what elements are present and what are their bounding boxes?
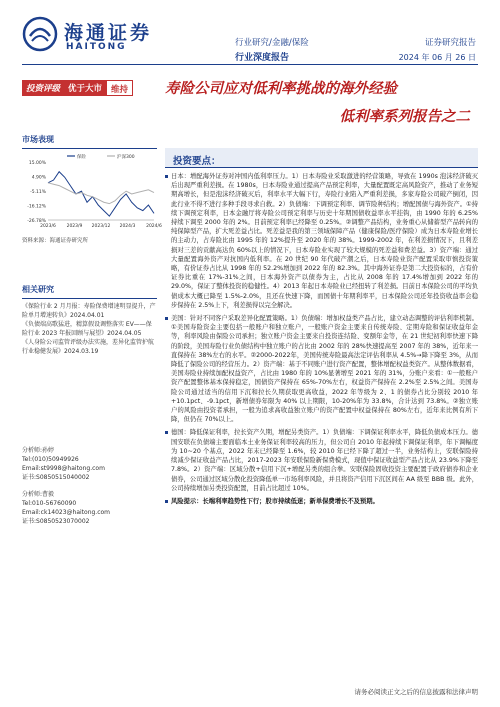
- chart-source: 资料来源：海通证券研究所: [22, 238, 89, 244]
- y-tick-label: -5.11%: [30, 190, 46, 195]
- key-points-header: [165, 148, 478, 168]
- related-research-heading: 相关研究: [22, 285, 54, 294]
- y-tick-label: -26.78%: [27, 219, 46, 224]
- rating-action: 维持: [106, 80, 133, 96]
- analyst-email[interactable]: Email:ck14023@haitong.com: [22, 509, 111, 516]
- haitong-logo: [22, 16, 172, 54]
- series-label: 证券研究报告: [424, 38, 476, 48]
- market-chart: [22, 152, 162, 232]
- report-type: 行业深度报告: [235, 53, 290, 63]
- report-category: 行业研究/金融/保险: [235, 38, 309, 48]
- sidebar-divider: [22, 298, 157, 299]
- series-line-1: [48, 183, 154, 204]
- report-header: [0, 0, 500, 62]
- analyst-info: [22, 446, 157, 526]
- report-subtitle: 低利率系列报告之二: [339, 108, 470, 125]
- disclaimer-footer: 请务必阅读正文之后的信息披露和法律声明: [354, 688, 478, 696]
- key-point-usa: 美国：针对不同客户采取差异化配置策略。1）负债端：增加权益类产品占比，建立动态调整的评估利率机制。①美国寿险资金主要包括一般账户和独立账户，一般账户资金主要来自传统寿险、定期寿险和保证收益年金等，利率风险由保险公司承担；独立账户资金主要来自投资连结险、变额年金等，在 21 世纪初利率快速下降的阶段，美国寿险行业负债结构中独立账户的占比由 2002 年的 28%快速提高至 2007 年的 38%，近年来一直保持在 38%左右的水平。②2000-2022年，美国传统寿险最高法定评估利率从 4.5%→降下降至 3%，从而降低了保险公司的经营压力。2）资产端：基于不同账户进行资产配置，整体增配权益类资产。从整体数据看，美国寿险业持续加配权益资产，占比由 1980 年的 10%显著增至 2021 年的 31%，分账户来看：①一般账户资产配置整体基本保持稳定，国债资产保持在 65%-70%左右，权益资产保持在 2.2%至 2.5%之间。美国寿险公司通过适当的信用下沉和拉长久期获取更高收益，2022 年等级为 2、1 的债券占比分别较 2010 年+10.1pct、-9.1pct，新增债券年限为 40% 以上期限，10-20%年为 33.8%，合计达到 73.8%。②独立账户的风险由投资者承担，一般为追求高收益独立账户的资产配置中权益保持在 80%左右，近年来比例有所下降，但仍在 70%以上。: [165, 314, 478, 424]
- analyst-line: 分析师:曹毅: [22, 491, 55, 498]
- key-point-japan: 日本：增配海外证券对冲国内低利率压力。1）日本寿险业采取激进的经营策略，导致在 1990s 泡沫经济破灭后出现严重利差损。在 1980s，日本寿险业通过提高产品预定利率，大量配置既定高风险资产，推动了业务短期高增长，但是泡沫经济破灭后，利率水平大幅下行，寿险行业陷入严重利差损，多家寿险公司破产倒闭，因此行业不得不进行多种手段寻求自救。2）负债端：下调预定利率、调节险种结构；增配国债与海外资产。①持续下调预定利率，日本金融厅将寿险公司预定利率与历史十年期国债收益率水平挂钩，由 1990 年的 6.25% 持续下调至 2000 年的 2%。目前预定利率已经降至 0.25%。②调整产品结构，业务重心从储蓄型产品转向的纯保障型产品，扩大死差益占比。死差益是我的第三领域保障产品（健康保险/医疗保险）成为日本寿险业增长的主动力，占寿险比由 1995 年的 12%提升至 2020 年的 38%。1999-2002 年，在利差损情况下，且利差损对三差的贡献高达负 60%以上的情况下，日本寿险业实现了较大规模的死差益和费差益。3）资产端：通过大量配置海外资产对抗国内低利率。在 20 世纪 90 年代破产潮之后，日本寿险业资产配置采取审慎投资策略，有价证券占比从 1998 年的 52.2%增加到 2022 年的 82.3%。其中海外证券是第二大投资标的，占有价证券比重在 17%-31%之间，日本海外资产以债券为主，占比从 2008 年的 17.4%增加到 2022 年的 29.0%，保证了整体投资的稳健性。4）2013 年起日本寿险业已经扭转了利差损。目前日本保险公司的平均负债成本大概已降至 1.5%-2.0%，且还在快速下降，而国债十年期利率平，日本保险公司还年投资收益率会稳步保持在 2.5%上下，利差损得以完全解决。: [165, 172, 478, 310]
- sidebar: [22, 134, 162, 526]
- analyst-line: 证书:S0850523070002: [22, 518, 90, 525]
- rating-label: 投资评级: [22, 80, 64, 96]
- y-tick-label: 15.00%: [28, 161, 46, 166]
- bullet-icon: [165, 175, 168, 178]
- report-date: 2024 年 06 月 26 日: [398, 53, 476, 62]
- key-point-germany: 德国：降低保证利率，拉长资产久期，增配另类资产。1）负债端：下调保证利率水平，降低负债成本压力。德国安联在负债端主要面临本土业务保证利率较高的压力，但公司自 2010 年起持续下调保证利率，年下调幅度为 10~20 个基点，2022 年末已经降至 1.6%，较 2010 年已经下降了超过一半，业务结构上，安联保险持续减少保证收益产品占比，2017-2023 年安联保险新保费模式，现值中保证收益型产品占比从 23.9%下降至 7.8%。2）资产端：区域分散+信用下沉+增配另类的组合拳。安联保险固收投资主要配置于政府债券和企业债券，公司通过区域分散化投资降低单一市场利率风险，并且将资产信用下沉区间在 AA 级至 BBB 级。此外，公司持续增加另类投资配置，目前占比超过 10%。: [165, 428, 478, 492]
- related-item[interactable]: 《负债端高歌猛进，精算假设调整落实 EV——保险行业 2023 年报回顾与展望》2024.04.05: [22, 321, 152, 337]
- related-item[interactable]: 《保险行业 2 月月报：寿险保费增速明显提升，产险单月增速转负》2024.04.01: [22, 303, 156, 319]
- rating-value: 优于大市: [64, 80, 106, 96]
- x-tick-label: 2024/6: [146, 224, 162, 229]
- risk-warning: 风险提示：长端利率趋势性下行；股市持续低迷；新单保费增长不及预期。: [165, 497, 478, 506]
- investment-rating: [22, 80, 133, 96]
- header-divider: [22, 64, 478, 65]
- related-item[interactable]: 《人身险公司监管评级办法实施，差异化监管护航行业稳健发展》2024.03.19: [22, 339, 155, 355]
- haitong-logo-icon: [22, 16, 58, 52]
- bullet-icon: [165, 500, 168, 503]
- analyst-line: 证书:S0850515040002: [22, 474, 90, 481]
- analyst-line: Tel:(010)50949926: [22, 456, 79, 463]
- market-chart-svg: [22, 152, 162, 232]
- y-tick-label: 4.90%: [31, 175, 46, 181]
- bullet-icon: [165, 317, 168, 320]
- x-tick-label: 2023/12: [91, 224, 111, 229]
- x-tick-label: 2023/6: [40, 224, 56, 229]
- legend-label: 沪深300: [117, 155, 135, 160]
- x-tick-label: 2023/9: [66, 224, 83, 229]
- x-tick-label: 2024/3: [119, 224, 136, 229]
- logo-english-name: HAITONG: [66, 42, 127, 52]
- legend-label: 保险: [77, 155, 86, 160]
- y-tick-label: -16.12%: [27, 204, 46, 210]
- bullet-icon: [165, 431, 168, 434]
- key-points-section: [165, 148, 478, 506]
- sidebar-divider: [22, 148, 157, 149]
- analyst-line: Tel:010-56760090: [22, 500, 77, 507]
- report-title: 寿险公司应对低利率挑战的海外经验: [165, 80, 397, 97]
- analyst-line: 分析师:孙婷: [22, 447, 55, 454]
- market-performance-heading: 市场表现: [22, 135, 54, 144]
- logo-chinese-name: 海通证券: [64, 22, 153, 44]
- analyst-email[interactable]: Email:st9998@haitong.com: [22, 465, 105, 472]
- key-points-title: 投资要点：: [173, 156, 221, 167]
- series-line-0: [48, 172, 154, 216]
